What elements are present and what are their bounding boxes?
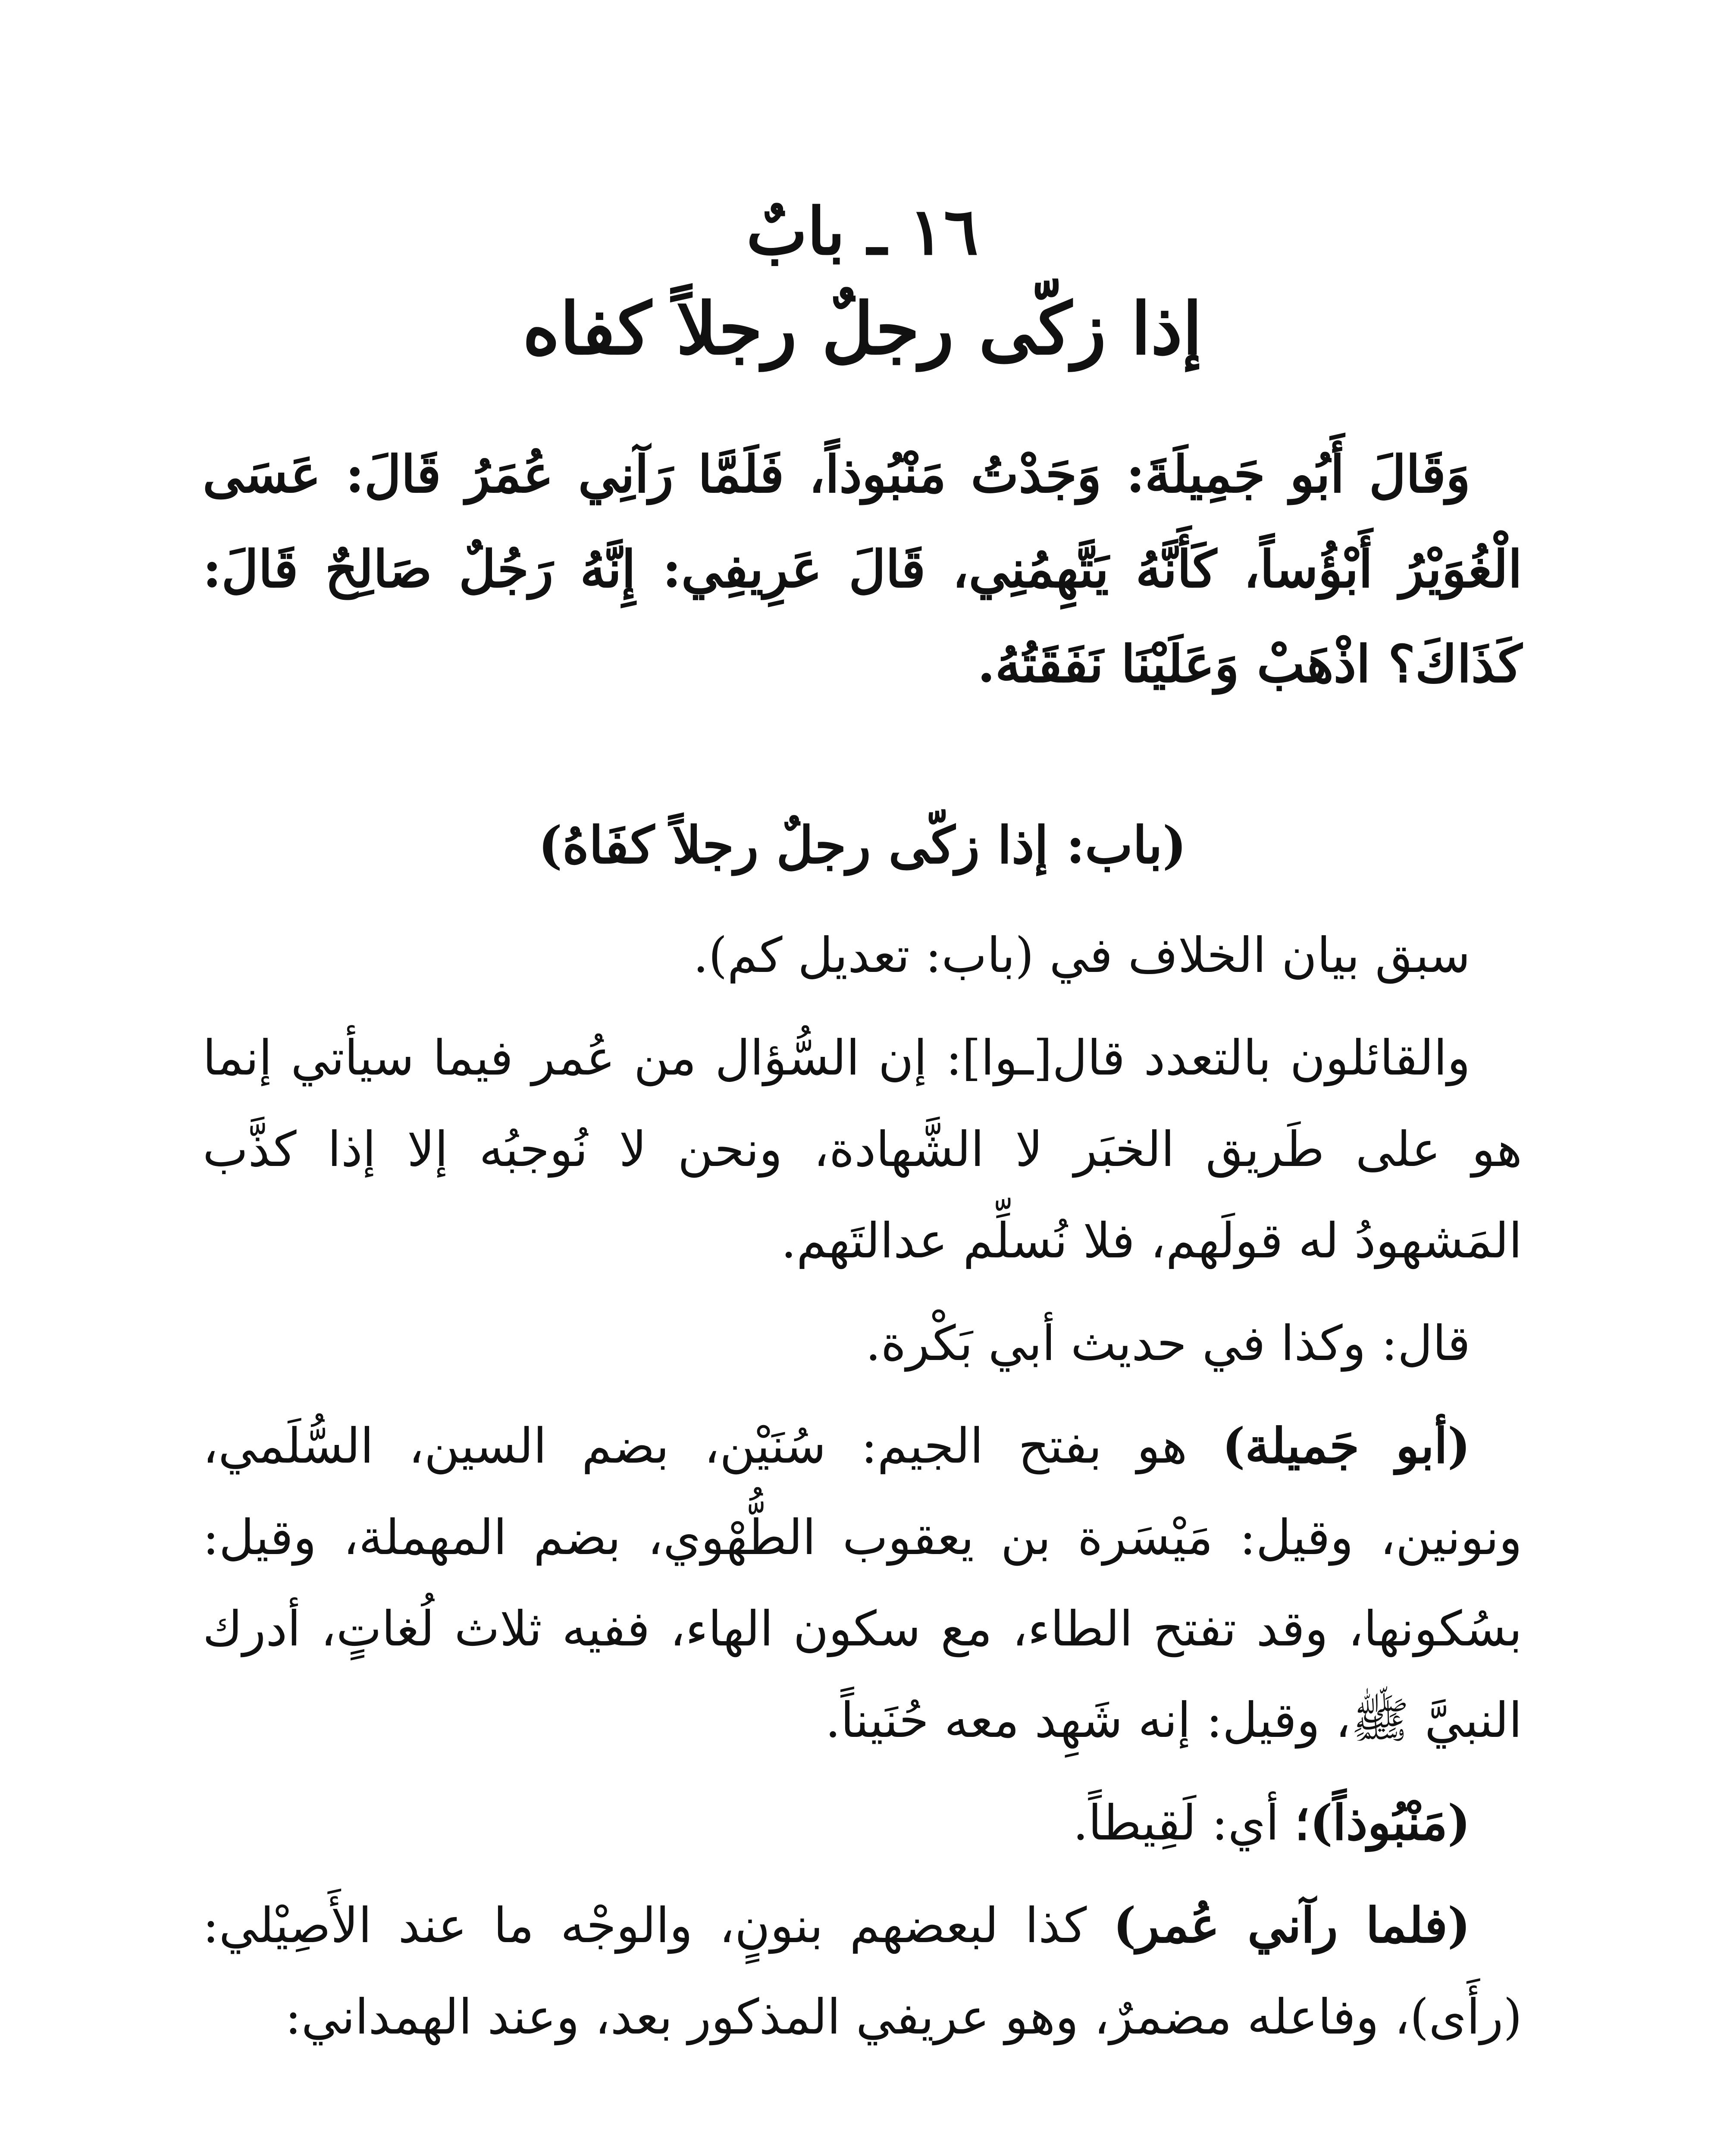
- paragraph-text: قال: وكذا في حديث أبي بَكْرة.: [865, 1315, 1470, 1372]
- commentary-paragraph: [203, 1880, 1522, 2063]
- paragraph-lemma: (أبو جَميلة): [1222, 1417, 1471, 1474]
- paragraph-lemma: (فلما رآني عُمر): [1113, 1897, 1471, 1954]
- paragraph-text: كذا لبعضهم بنونٍ، والوجْه ما عند الأَصِيْلي: (رأَى)، وفاعله مضمرٌ، وهو عريفي المذكور بعد، وعند الهمداني:: [203, 1897, 1522, 2045]
- paragraph-text: والقائلون بالتعدد قال[ـوا]: إن السُّؤال من عُمر فيما سيأتي إنما هو على طَريق الخبَر لا الشَّهادة، ونحن لا نُوجبُه إلا إذا كذَّب المَشهودُ له قولَهم، فلا نُسلِّم عدالتَهم.: [203, 1030, 1523, 1269]
- commentary-paragraph: [203, 1298, 1522, 1389]
- chapter-number: ١٦ ـ بابٌ: [746, 194, 979, 270]
- commentary-paragraph: [203, 910, 1522, 1001]
- commentary-paragraph: [203, 1012, 1522, 1287]
- commentary-paragraph: [203, 1401, 1522, 1766]
- paragraph-text: أي: لَقِيطاً.: [1073, 1795, 1294, 1851]
- paragraph-text: سبق بيان الخلاف في (باب: تعديل كم).: [693, 927, 1470, 984]
- book-page: [203, 190, 1522, 2156]
- paragraph-lemma: (مَنْبُوذاً)؛: [1294, 1794, 1470, 1851]
- commentary-heading: (باب: إذا زكّى رجلٌ رجلاً كفَاهُ): [538, 815, 1187, 875]
- hadith-text: وَقَالَ أَبُو جَمِيلَةَ: وَجَدْتُ مَنْبُوذاً، فَلَمَّا رَآنِي عُمَرُ قَالَ: عَسَى الْغُوَيْرُ أَبْؤُساً، كَأَنَّهُ يَتَّهِمُنِي، قَالَ عَرِيفِي: إِنَّهُ رَجُلٌ صَالِحٌ قَالَ: كَذَاكَ؟ اذْهَبْ وَعَلَيْنَا نَفَقَتُهُ.: [203, 444, 1522, 694]
- chapter-title: إذا زكّى رجلٌ رجلاً كفاه: [522, 287, 1203, 370]
- paragraph-text: هو بفتح الجيم: سُنَيْن، بضم السين، السُّلَمي، ونونين، وقيل: مَيْسَرة بن يعقوب الطُّهْوي، بضم المهملة، وقيل: بسُكونها، وقد تفتح الطاء، مع سكون الهاء، ففيه ثلاث لُغاتٍ، أدرك النبيَّ ﷺ، وقيل: إنه شَهِد معه حُنَيناً.: [203, 1418, 1522, 1749]
- commentary-paragraph: [203, 1777, 1522, 1869]
